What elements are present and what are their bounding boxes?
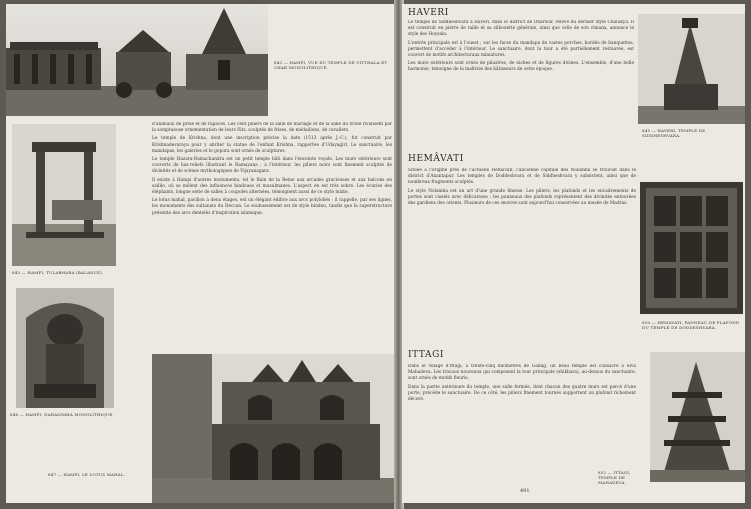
photo-lotus-mahal (152, 354, 396, 503)
caption-narasimha: 846 — HAMPI, NARASIMHA MONOLITHIQUE. (10, 412, 114, 417)
left-paragraph: Il existe à Hampi d'autres monuments, tel le Bain de la Reine aux arcades gracieuses et aux balcons en saillie, où se mêlent des influences hindoues et musulmanes. L'aspect en est très sobre. Les écuries des éléphants, longue série de salles à coupoles alternées, témoignent aussi de ce style mixte. (152, 177, 392, 196)
text-hemavati (408, 168, 636, 318)
caption-ittagi: 852 — ITTAGI, TEMPLE DE MAHADEVA. (598, 470, 631, 485)
haveri-paragraph: Le temple de Siddheshvara à Haveri, dans le district de Dharwar, relève du dernier style Châlukya. Il est construit en pierre de taille et sa silhouette générale, ainsi que celle de son vimana, annonce le style des Hoysala. (408, 20, 634, 38)
text-ittagi (408, 364, 636, 476)
heading-hemavati: HEMÂVATI (408, 154, 464, 164)
caption-tulabhara: 843 — HAMPI, TULABHARA (BALANCE). (12, 270, 104, 275)
left-paragraph: Le temple de Krishna, dont une inscription précise la date (1513 après J.-C.), fut construit par Krishnadevaraya pour y abriter la statue de l'enfant Krishna, rapportée d'Udayagiri. Le sanctuaire, les mandapas, les galeries et le gopura sont ornés de sculptures. (152, 136, 392, 154)
heading-ittagi: ITTAGI (408, 350, 445, 360)
caption-ceiling-panel: 850 — HEMAVATI, PANNEAU DE PLAFOND DU TEMPLE DE DODDESHVARA. (642, 320, 740, 330)
right-page (402, 4, 745, 503)
heading-haveri: HAVERI (408, 8, 449, 18)
caption-lotus-mahal: 847 — HAMPI, LE LOTUS MAHAL. (48, 472, 126, 477)
photo-vitthala-temple (6, 4, 268, 116)
haveri-paragraph: Les murs extérieurs sont ornés de pilastres, de niches et de figures divines. L'ensemble, d'une belle harmonie, témoigne de la maîtrise des bâtisseurs de cette époque. (408, 61, 634, 73)
left-paragraph: Le lotus mahal, pavillon à deux étages, est un élégant édifice aux arcs polylobés ; il rappelle, par ses lignes, les monuments des sultanats du Deccan. Le soubassement est de style hindou, tandis que la superstructure présente des arcs dentelés d'inspiration islamique. (152, 198, 392, 216)
left-page (6, 4, 396, 503)
photo-narasimha-statue (16, 288, 114, 408)
photo-haveri-tower (638, 14, 745, 124)
text-haveri (408, 20, 634, 140)
left-paragraph: Le temple Hazara-Ramachandra est un petit temple bâti dans l'enceinte royale. Les murs extérieurs sont couverts de bas-reliefs illustrant le Ramayana ; à l'intérieur, les piliers noirs sont finement sculptés de divinités et de scènes mythologiques de Vijayanagara. (152, 157, 392, 175)
caption-vitthala: 843 — HAMPI, VUE DU TEMPLE DE VITTHALA ET CHAR MONOLITHIQUE. (274, 60, 388, 70)
hemavati-paragraph: Située à l'origine près de l'actuelle Hemavati, l'ancienne capitale des Nolamba se trouvait dans le district d'Anantapur. Les temples de Doddeshvara et de Siddheshvara y subsistent, ainsi que de nombreux fragments sculptés. (408, 168, 636, 186)
ittagi-paragraph: Dans le village d'Ittagi, à trente-cinq kilomètres de Gadag, un beau temple est consacré à Siva Mahadeva. Les travaux nouveaux qui composent la tour principale (shikhara), au-dessus du sanctuaire, sont ornés de motifs fleuris. (408, 364, 636, 382)
photo-ceiling-panel (640, 182, 743, 314)
hemavati-paragraph: Le style Nolamba est un art d'une grande finesse. Les piliers, les plafonds et les encadrements de portes sont ciselés avec délicatesse ; les panneaux des plafonds représentent des divinités entourées des gardiens des orients. Plusieurs de ces œuvres sont aujourd'hui conservées au musée de Madras. (408, 188, 636, 207)
left-paragraph: d'animaux de proie et de rapaces. Les cent piliers de la salle de mariage et de la salle du trône rivalisent par la somptueuse ornementation de leurs fûts, sculptés de frises, de médaillons, de cavaliers. (152, 122, 392, 134)
caption-haveri-tower: 845 — HAVERI, TEMPLE DE SIDDHESHVARA. (642, 128, 706, 138)
photo-tulabhara-arch (12, 124, 116, 266)
page-number: 491 (520, 488, 530, 494)
photo-ittagi-temple (650, 352, 745, 482)
left-text-column (152, 122, 392, 350)
ittagi-paragraph: Dans la partie antérieure du temple, une salle fermée, dont chacun des quatre murs est percé d'une porte, précède le sanctuaire. De ce côté, les piliers finement tournés supportent un plafond richement décoré. (408, 384, 636, 403)
haveri-paragraph: L'entrée principale est à l'ouest ; sur les faces du mandapa de vastes porches, bordés de banquettes, permettent d'accéder à l'intérieur. Le sanctuaire, dont la tour a été partiellement restaurée, est couvert de motifs architecturaux miniatures. (408, 40, 634, 59)
